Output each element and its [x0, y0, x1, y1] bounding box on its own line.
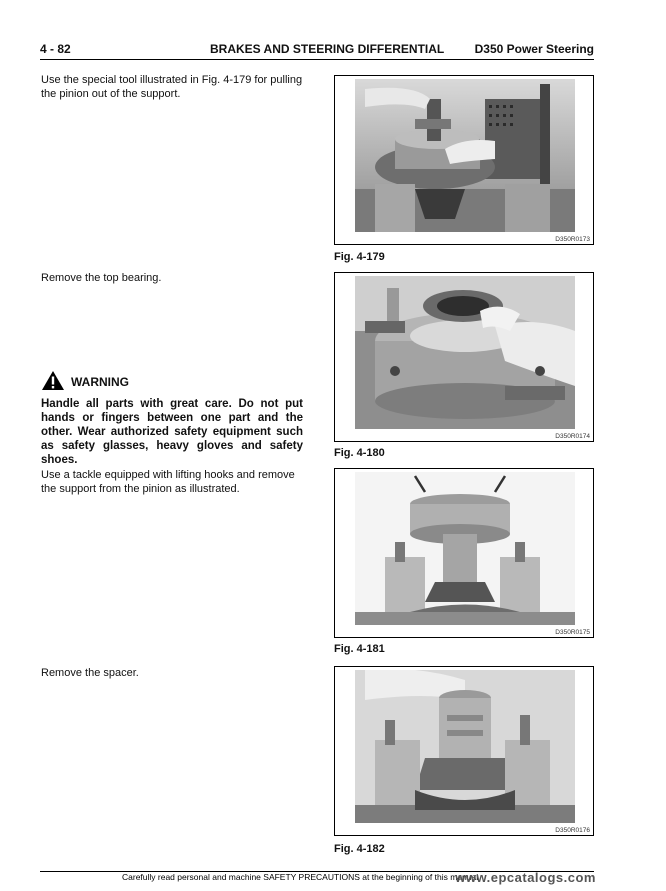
- warning-body: Handle all parts with great care. Do not put hands or fingers between one part and the other. Wear authorized safety equipment such as safety glasses, heavy gloves and safety shoes.: [41, 398, 303, 466]
- figure-code: D350R0176: [555, 827, 590, 834]
- step-text: Remove the spacer.: [41, 667, 139, 679]
- figure-code: D350R0175: [555, 629, 590, 636]
- warning-triangle-icon: [41, 370, 65, 394]
- figure-photo: [334, 666, 594, 836]
- figure-photo: [334, 75, 594, 245]
- figure-caption: Fig. 4-181: [334, 643, 385, 655]
- photo-lifting-support: [355, 472, 575, 625]
- photo-top-bearing: [355, 276, 575, 429]
- model-title: D350 Power Steering: [474, 42, 594, 56]
- page-header: [40, 42, 594, 60]
- page-number: 4 - 82: [40, 42, 71, 56]
- step-text: Use a tackle equipped with lifting hooks and remove the support from the pinion as illustrated.: [41, 469, 295, 495]
- header-rule: [40, 59, 594, 60]
- figure-caption: Fig. 4-179: [334, 251, 385, 263]
- photo-remove-spacer: [355, 670, 575, 823]
- figure-caption: Fig. 4-180: [334, 447, 385, 459]
- step-text: Use the special tool illustrated in Fig. 4-179 for pulling the pinion out of the support.: [41, 74, 303, 100]
- watermark: www.epcatalogs.com: [455, 870, 596, 885]
- footer-note: Carefully read personal and machine SAFETY PRECAUTIONS at the beginning of this manual: [122, 872, 479, 882]
- figure-code: D350R0174: [555, 433, 590, 440]
- figure-photo: [334, 272, 594, 442]
- figure-caption: Fig. 4-182: [334, 843, 385, 855]
- photo-pinion-puller: [355, 79, 575, 232]
- warning-title: WARNING: [71, 375, 129, 389]
- section-title: BRAKES AND STEERING DIFFERENTIAL: [210, 42, 445, 56]
- step-text: Remove the top bearing.: [41, 272, 162, 284]
- figure-photo: [334, 468, 594, 638]
- figure-code: D350R0173: [555, 236, 590, 243]
- warning-heading: [41, 372, 129, 392]
